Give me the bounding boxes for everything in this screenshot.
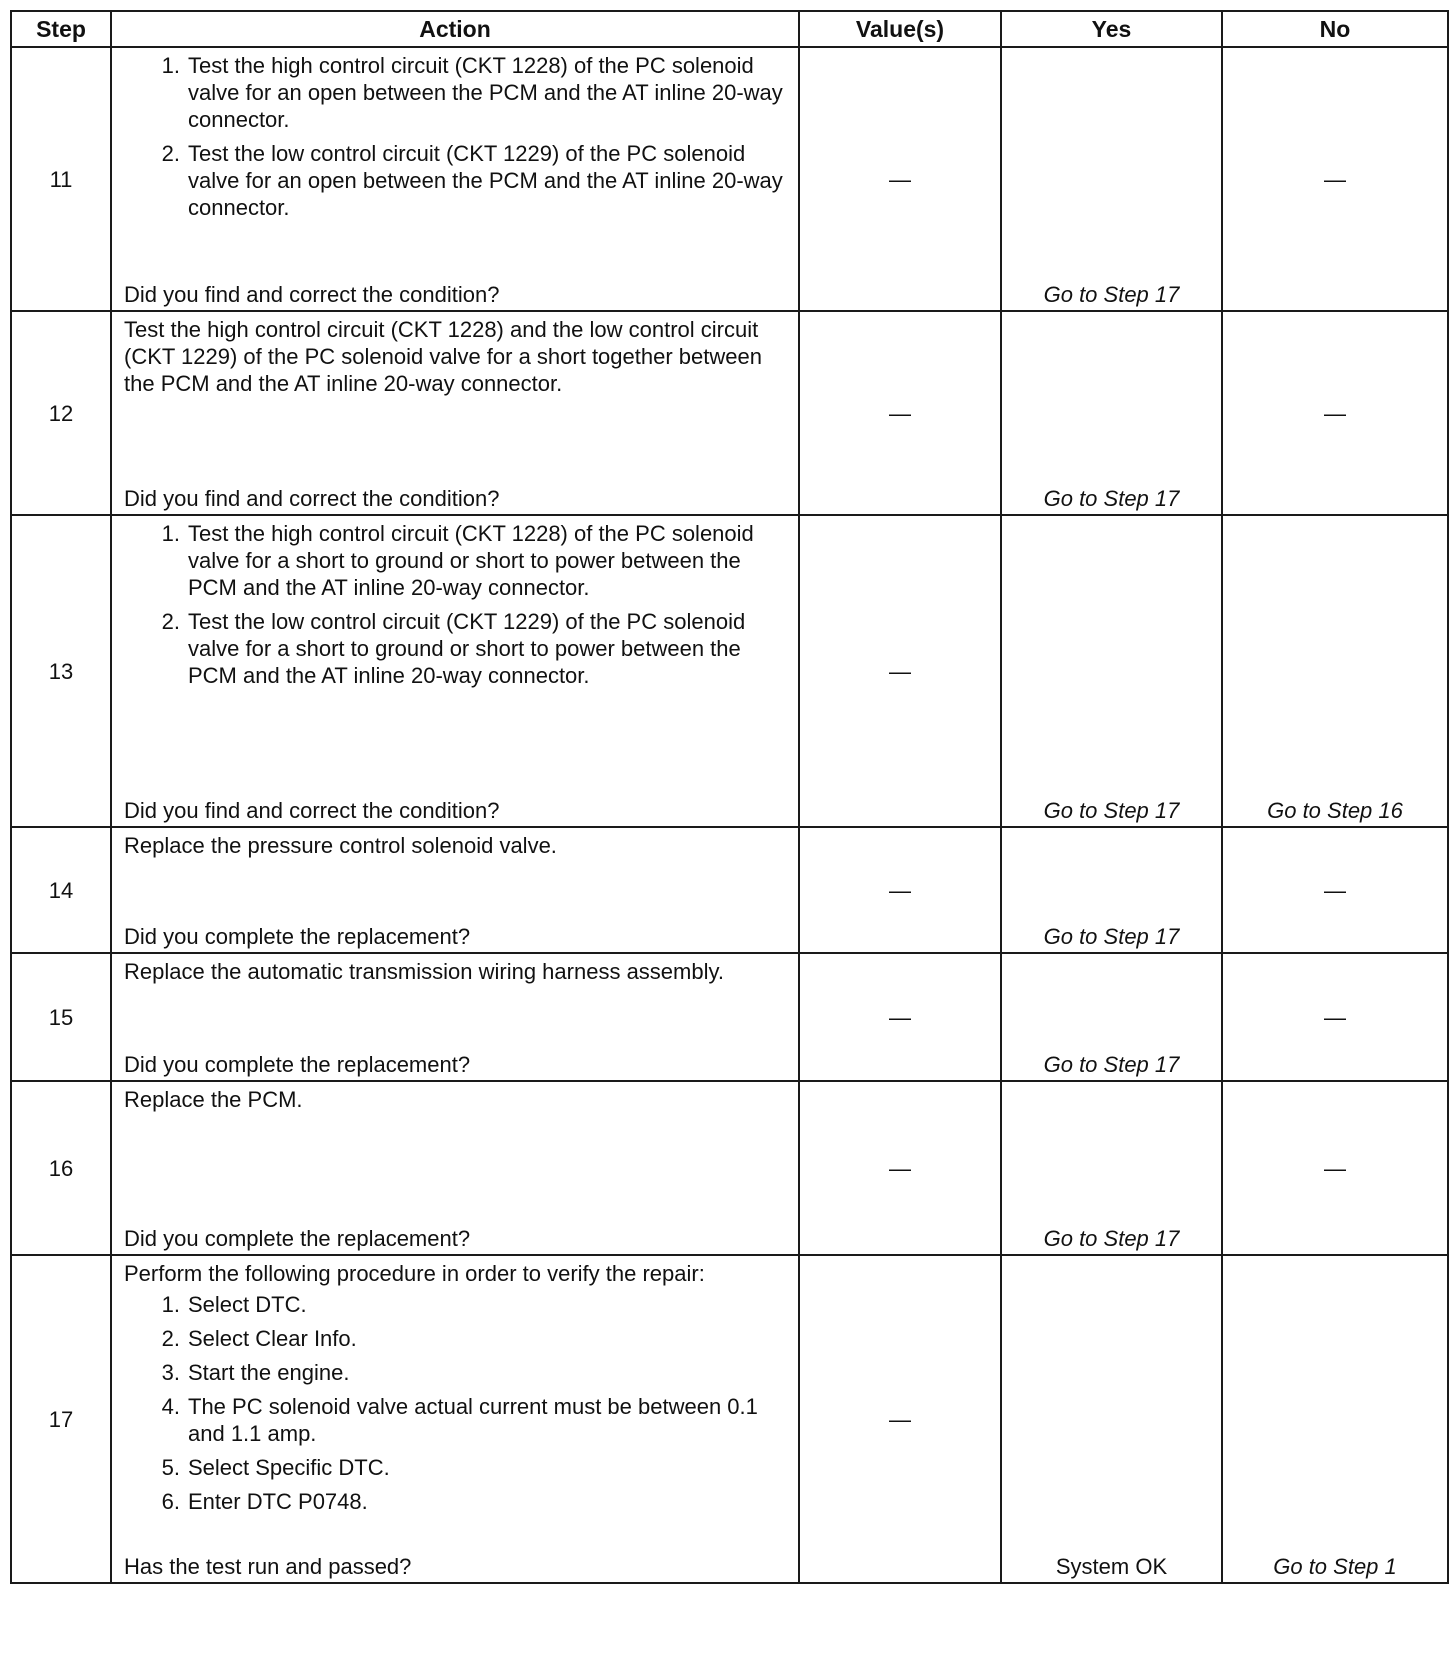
procedure-item-number: 2. — [161, 609, 180, 634]
yes-cell — [1001, 311, 1222, 515]
yes-cell — [1001, 827, 1222, 953]
procedure-item-number: 2. — [161, 1326, 180, 1351]
procedure-item — [124, 1325, 788, 1352]
action-instruction: Replace the automatic transmission wiring harness assembly. — [124, 959, 724, 984]
step-number: 17 — [11, 1255, 111, 1583]
procedure-list — [124, 52, 788, 221]
step-number: 15 — [11, 953, 111, 1081]
procedure-item-text: Test the high control circuit (CKT 1228) of the PC solenoid valve for an open between the PCM and the AT inline 20-way connector. — [188, 53, 783, 132]
action-cell — [111, 827, 799, 953]
action-cell — [111, 1081, 799, 1255]
step-number: 16 — [11, 1081, 111, 1255]
step-number: 14 — [11, 827, 111, 953]
yes-cell — [1001, 953, 1222, 1081]
table-row — [11, 47, 1448, 311]
procedure-item-text: Select DTC. — [188, 1292, 307, 1317]
action-question: Did you complete the replacement? — [124, 1052, 471, 1077]
action-cell — [111, 47, 799, 311]
action-cell — [111, 953, 799, 1081]
action-question: Did you find and correct the condition? — [124, 486, 500, 511]
no-cell: — — [1222, 1081, 1448, 1255]
procedure-item — [124, 1291, 788, 1318]
action-instruction: Replace the pressure control solenoid valve. — [124, 833, 557, 858]
value-cell: — — [799, 953, 1001, 1081]
procedure-item-number: 1. — [161, 1292, 180, 1317]
procedure-item-number: 3. — [161, 1360, 180, 1385]
header-yes: Yes — [1001, 11, 1222, 47]
procedure-item-text: The PC solenoid valve actual current must be between 0.1 and 1.1 amp. — [188, 1394, 758, 1446]
action-instruction: Test the high control circuit (CKT 1228) and the low control circuit (CKT 1229) of the PC solenoid valve for a short together between the PCM and the AT inline 20-way connector. — [124, 317, 762, 396]
header-row — [11, 11, 1448, 47]
no-cell: — — [1222, 953, 1448, 1081]
step-number: 13 — [11, 515, 111, 827]
header-values: Value(s) — [799, 11, 1001, 47]
step-number: 12 — [11, 311, 111, 515]
table-row — [11, 827, 1448, 953]
no-cell: — — [1222, 47, 1448, 311]
procedure-item-text: Enter DTC P0748. — [188, 1489, 368, 1514]
no-cell: — — [1222, 827, 1448, 953]
value-cell: — — [799, 515, 1001, 827]
header-step: Step — [11, 11, 111, 47]
procedure-item — [124, 608, 788, 689]
table-row — [11, 1081, 1448, 1255]
procedure-item-number: 1. — [161, 53, 180, 78]
procedure-item — [124, 1454, 788, 1481]
procedure-item — [124, 1359, 788, 1386]
yes-cell — [1001, 47, 1222, 311]
procedure-list — [124, 1291, 788, 1515]
yes-result: Go to Step 17 — [1043, 486, 1180, 511]
action-question: Did you complete the replacement? — [124, 924, 471, 949]
yes-cell — [1001, 515, 1222, 827]
yes-result: Go to Step 17 — [1043, 1226, 1180, 1251]
procedure-item-text: Test the low control circuit (CKT 1229) of the PC solenoid valve for an open between the PCM and the AT inline 20-way connector. — [188, 141, 783, 220]
procedure-item — [124, 52, 788, 133]
table-row — [11, 515, 1448, 827]
no-cell — [1222, 515, 1448, 827]
no-cell — [1222, 1255, 1448, 1583]
header-no: No — [1222, 11, 1448, 47]
no-cell: — — [1222, 311, 1448, 515]
action-cell — [111, 515, 799, 827]
procedure-item-number: 1. — [161, 521, 180, 546]
step-number: 11 — [11, 47, 111, 311]
no-result: Go to Step 16 — [1267, 798, 1403, 823]
diagnostic-table — [10, 10, 1449, 1584]
yes-result: Go to Step 17 — [1043, 1052, 1180, 1077]
procedure-item-number: 6. — [161, 1489, 180, 1514]
action-cell — [111, 1255, 799, 1583]
no-result: Go to Step 1 — [1273, 1554, 1397, 1579]
procedure-item — [124, 1488, 788, 1515]
procedure-item-number: 5. — [161, 1455, 180, 1480]
procedure-item — [124, 1393, 788, 1447]
yes-cell — [1001, 1255, 1222, 1583]
action-instruction: Perform the following procedure in order to verify the repair: — [124, 1261, 705, 1286]
value-cell: — — [799, 827, 1001, 953]
procedure-item-text: Test the low control circuit (CKT 1229) of the PC solenoid valve for a short to ground or short to power between the PCM and the AT inline 20-way connector. — [188, 609, 746, 688]
action-instruction: Replace the PCM. — [124, 1087, 303, 1112]
procedure-item-number: 2. — [161, 141, 180, 166]
procedure-list — [124, 520, 788, 689]
yes-result: Go to Step 17 — [1043, 282, 1180, 307]
table-row — [11, 1255, 1448, 1583]
table-row — [11, 311, 1448, 515]
procedure-item-number: 4. — [161, 1394, 180, 1419]
table-row — [11, 953, 1448, 1081]
procedure-item — [124, 140, 788, 221]
yes-result: Go to Step 17 — [1043, 924, 1180, 949]
action-question: Has the test run and passed? — [124, 1554, 412, 1579]
procedure-item — [124, 520, 788, 601]
procedure-item-text: Select Specific DTC. — [188, 1455, 390, 1480]
yes-result: Go to Step 17 — [1043, 798, 1180, 823]
procedure-item-text: Test the high control circuit (CKT 1228) of the PC solenoid valve for a short to ground or short to power between the PCM and the AT inline 20-way connector. — [188, 521, 754, 600]
value-cell: — — [799, 1255, 1001, 1583]
action-question: Did you complete the replacement? — [124, 1226, 471, 1251]
action-question: Did you find and correct the condition? — [124, 282, 500, 307]
value-cell: — — [799, 47, 1001, 311]
action-question: Did you find and correct the condition? — [124, 798, 500, 823]
value-cell: — — [799, 311, 1001, 515]
yes-cell — [1001, 1081, 1222, 1255]
yes-result: System OK — [1055, 1554, 1168, 1579]
procedure-item-text: Select Clear Info. — [188, 1326, 357, 1351]
procedure-item-text: Start the engine. — [188, 1360, 350, 1385]
header-action: Action — [111, 11, 799, 47]
action-cell — [111, 311, 799, 515]
value-cell: — — [799, 1081, 1001, 1255]
